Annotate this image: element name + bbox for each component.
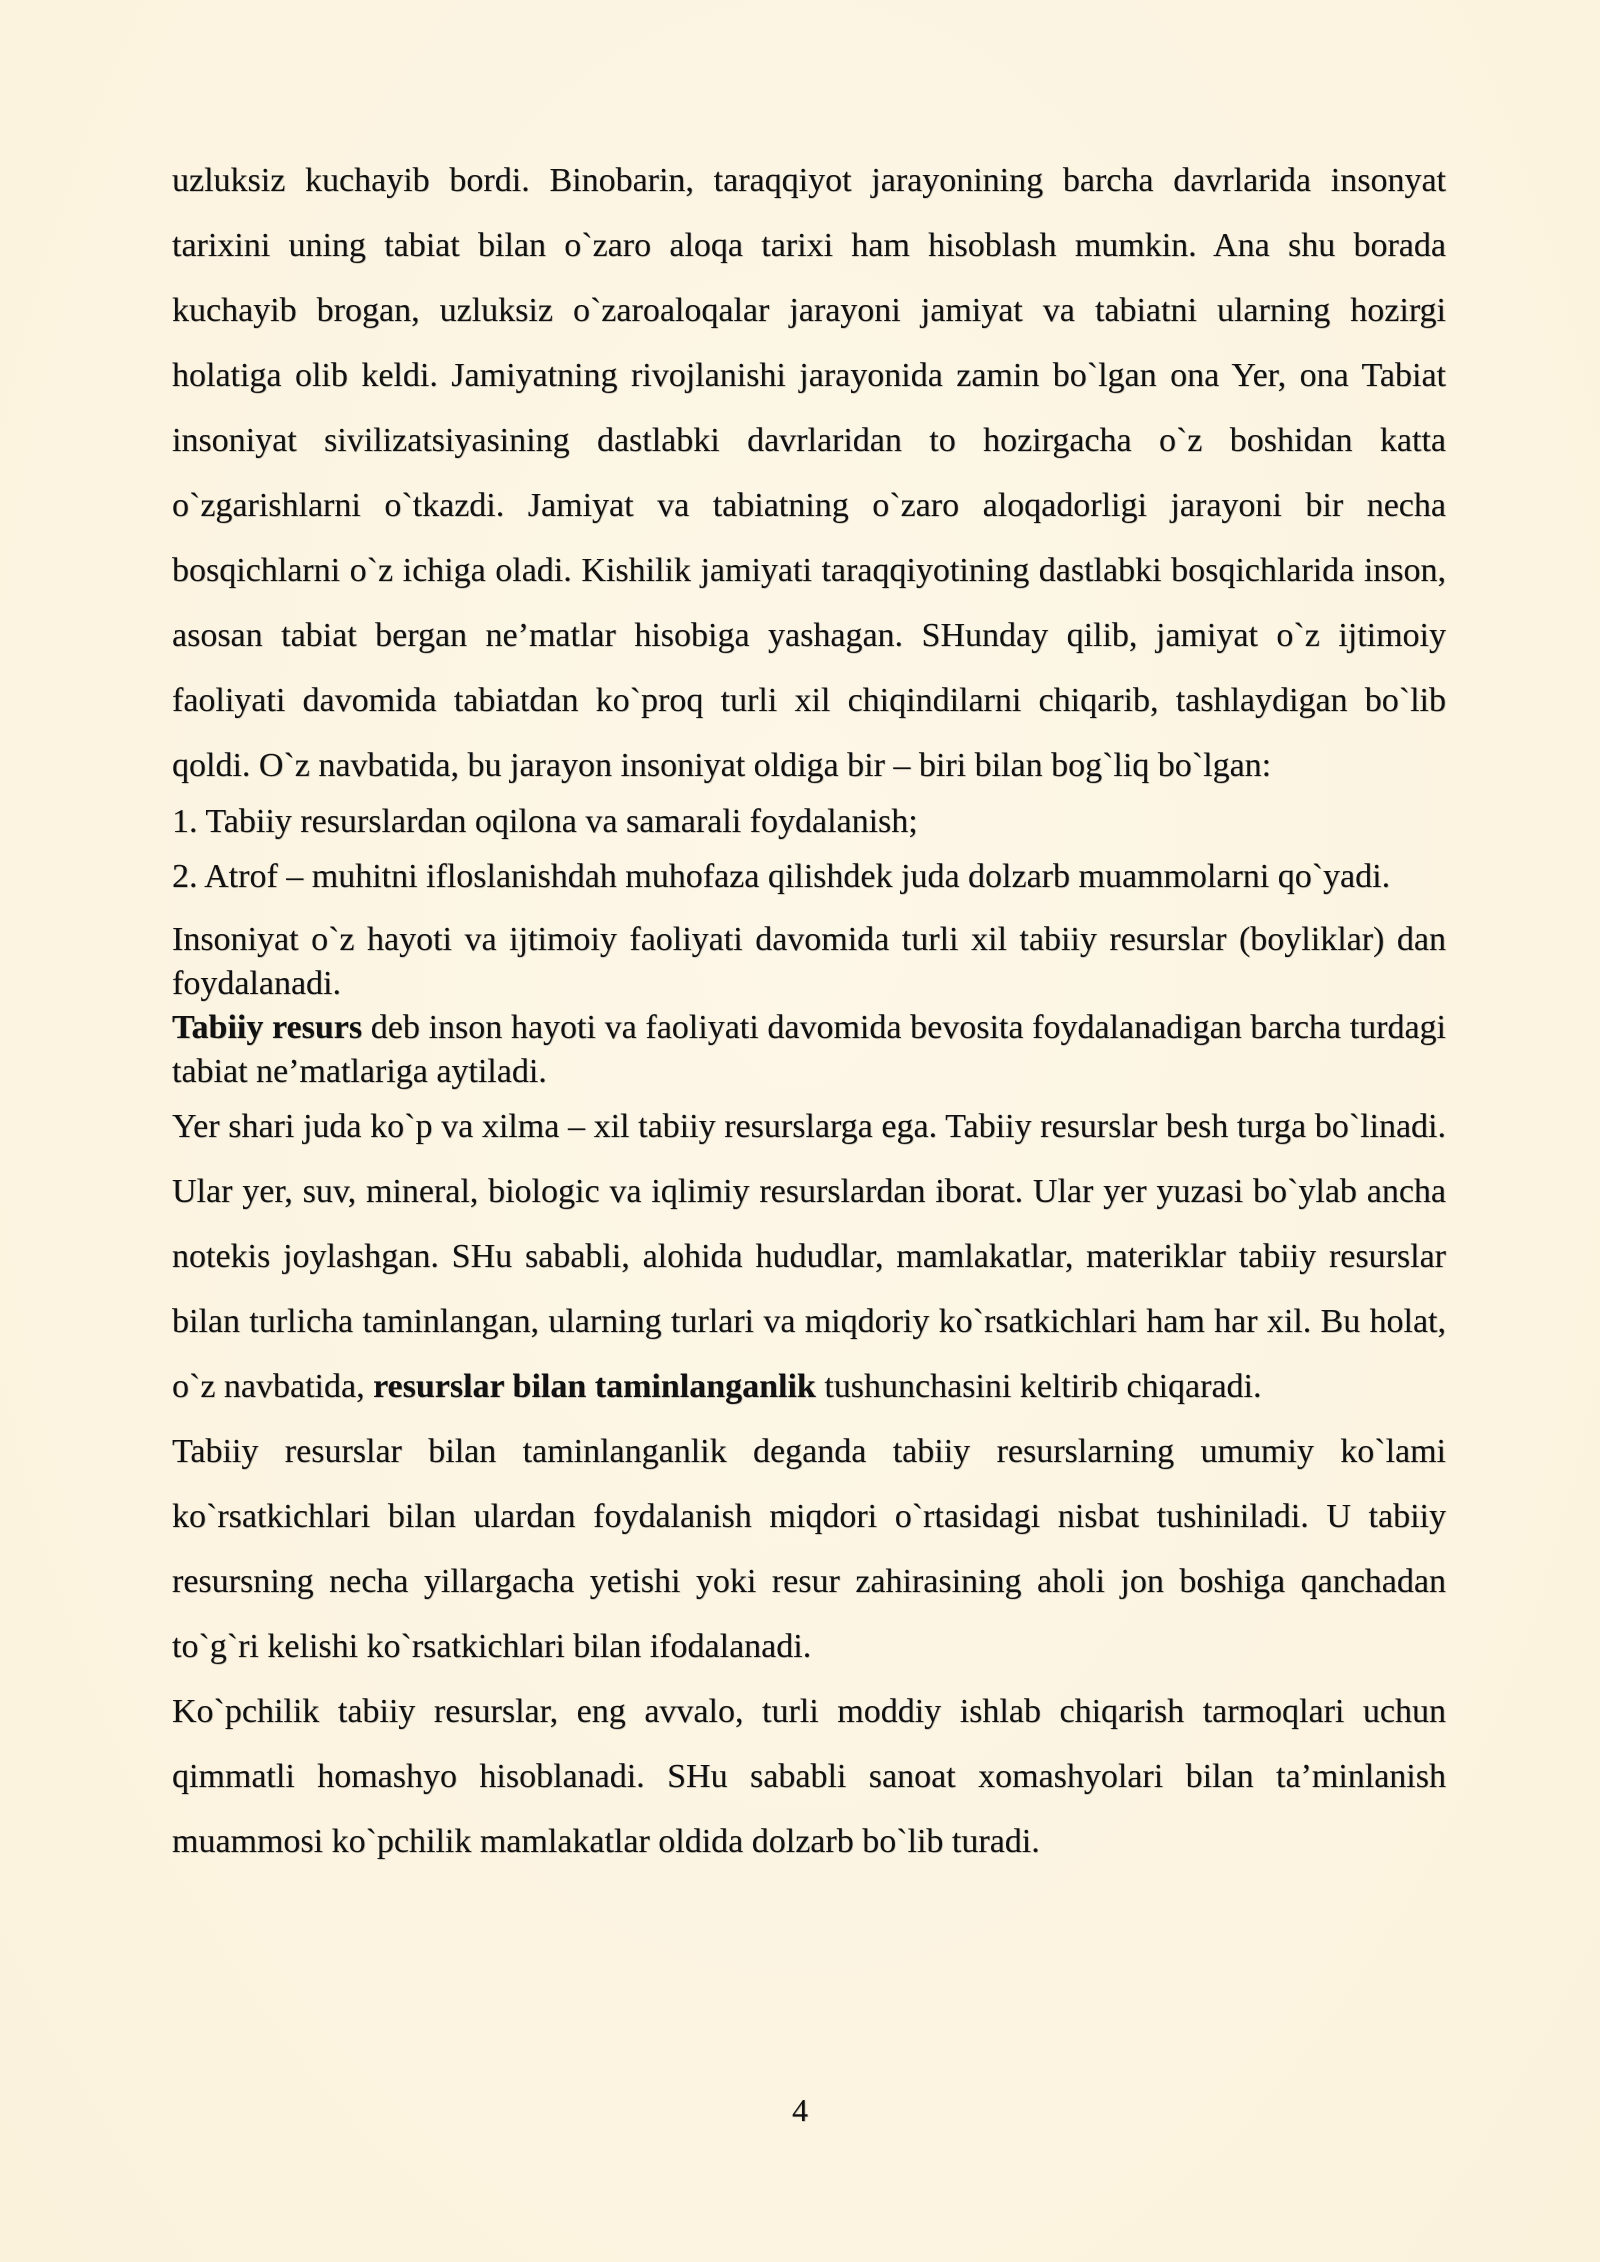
definition-term: Tabiiy resurs <box>172 1009 363 1046</box>
document-body <box>172 148 1446 1874</box>
list-item: 1. Tabiiy resurslardan oqilona va samarali foydalanish; <box>172 803 918 840</box>
paragraph-text: tushunchasini keltirib chiqaradi. <box>815 1368 1262 1405</box>
paragraph-intro: uzluksiz kuchayib bordi. Binobarin, taraqqiyot jarayonining barcha davrlarida insonyat tarixini uning tabiat bilan o`zaro aloqa tarixi ham hisoblash mumkin. Ana shu borada kuchayib brogan, uzluksiz o`zaroaloqalar jarayoni jamiyat va tabiatni ularning hozirgi holatiga olib keldi. Jamiyatning rivojlanishi jarayonida zamin bo`lgan ona Yer, ona Tabiat insoniyat sivilizatsiyasining dastlabki davrlaridan to hozirgacha o`z boshidan katta o`zgarishlarni o`tkazdi. Jamiyat va tabiatning o`zaro aloqadorligi jarayoni bir necha bosqichlarni o`z ichiga oladi. Kishilik jamiyati taraqqiyotining dastlabki bosqichlarida inson, asosan tabiat bergan ne’matlar hisobiga yashagan. SHunday qilib, jamiyat o`z ijtimoiy faoliyati davomida tabiatdan ko`proq turli xil chiqindilarni chiqarib, tashlaydigan bo`lib qoldi. O`z navbatida, bu jarayon insoniyat oldiga bir – biri bilan bog`liq bo`lgan: <box>172 162 1446 784</box>
bold-term: resurslar bilan taminlanganlik <box>373 1368 816 1405</box>
paragraph-resources-usage: Insoniyat o`z hayoti va ijtimoiy faoliyati davomida turli xil tabiiy resurslar (boyliklar) dan foydalanadi. <box>172 921 1446 1002</box>
paragraph-resource-types <box>172 1094 1446 1419</box>
paragraph-text: Yer shari juda ko`p va xilma – xil tabiiy resurslarga ega. Tabiiy resurslar besh turga bo`linadi. Ular yer, suv, mineral, biologic va iqlimiy resurslardan iborat. Ular yer yuzasi bo`ylab ancha notekis joylashgan. SHu sababli, alohida hududlar, mamlakatlar, materiklar tabiiy resurslar bilan turlicha taminlangan, ularning turlari va miqdoriy ko`rsatkichlari ham har xil. Bu holat, o`z navbatida, <box>172 1108 1446 1405</box>
paragraph-definition <box>172 1006 1446 1094</box>
paragraph-raw-materials: Ko`pchilik tabiiy resurslar, eng avvalo, turli moddiy ishlab chiqarish tarmoqlari uchun qimmatli homashyo hisoblanadi. SHu sababli sanoat xomashyolari bilan ta’minlanish muammosi ko`pchilik mamlakatlar oldida dolzarb bo`lib turadi. <box>172 1693 1446 1860</box>
paragraph-provision: Tabiiy resurslar bilan taminlanganlik deganda tabiiy resurslarning umumiy ko`lami ko`rsatkichlari bilan ulardan foydalanish miqdori o`rtasidagi nisbat tushiniladi. U tabiiy resursning necha yillargacha yetishi yoki resur zahirasining aholi jon boshiga qanchadan to`g`ri kelishi ko`rsatkichlari bilan ifodalanadi. <box>172 1433 1446 1665</box>
page-number: 4 <box>792 2092 808 2128</box>
definition-text: deb inson hayoti va faoliyati davomida bevosita foydalanadigan barcha turdagi tabiat ne’matlariga aytiladi. <box>172 1009 1447 1090</box>
list-item: 2. Atrof – muhitni ifloslanishdah muhofaza qilishdek juda dolzarb muammolarni qo`yadi. <box>172 858 1391 895</box>
